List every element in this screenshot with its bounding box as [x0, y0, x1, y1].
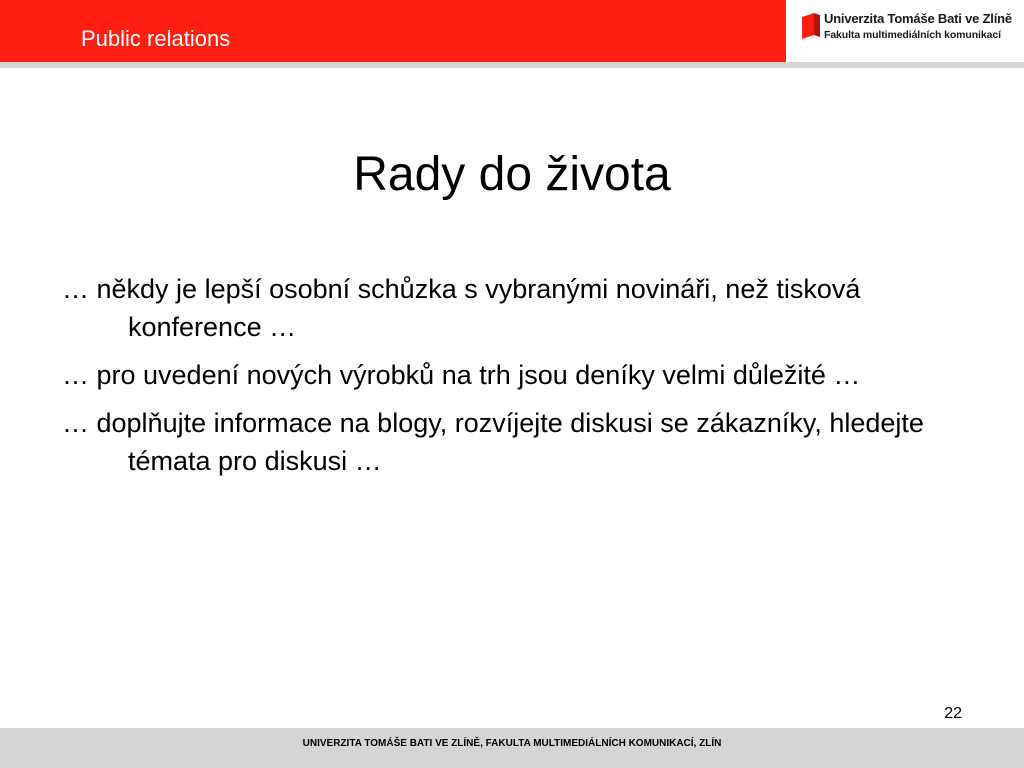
slide-title: Rady do života [353, 148, 671, 201]
bullet-item: … doplňujte informace na blogy, rozvíjejte diskusi se zákazníky, hledejte témata pro diskusi … [62, 408, 924, 476]
logo-university-name: Univerzita Tomáše Bati ve Zlíně [824, 11, 1012, 26]
header-bar [0, 0, 786, 62]
page-number: 22 [944, 705, 962, 722]
footer-text: UNIVERZITA TOMÁŠE BATI VE ZLÍNĚ, FAKULTA MULTIMEDIÁLNÍCH KOMUNIKACÍ, ZLÍN [302, 738, 722, 749]
logo-faculty-name: Fakulta multimediálních komunikací [824, 29, 1001, 41]
bullet-item: … někdy je lepší osobní schůzka s vybranými novináři, než tisková konference … [62, 274, 861, 342]
book-logo-icon [802, 13, 822, 39]
bullet-list [62, 270, 982, 490]
section-title: Public relations [81, 26, 231, 51]
university-logo [786, 0, 1024, 62]
bullet-item: … pro uvedení nových výrobků na trh jsou deníky velmi důležité … [62, 360, 861, 390]
header-divider [0, 62, 1024, 68]
